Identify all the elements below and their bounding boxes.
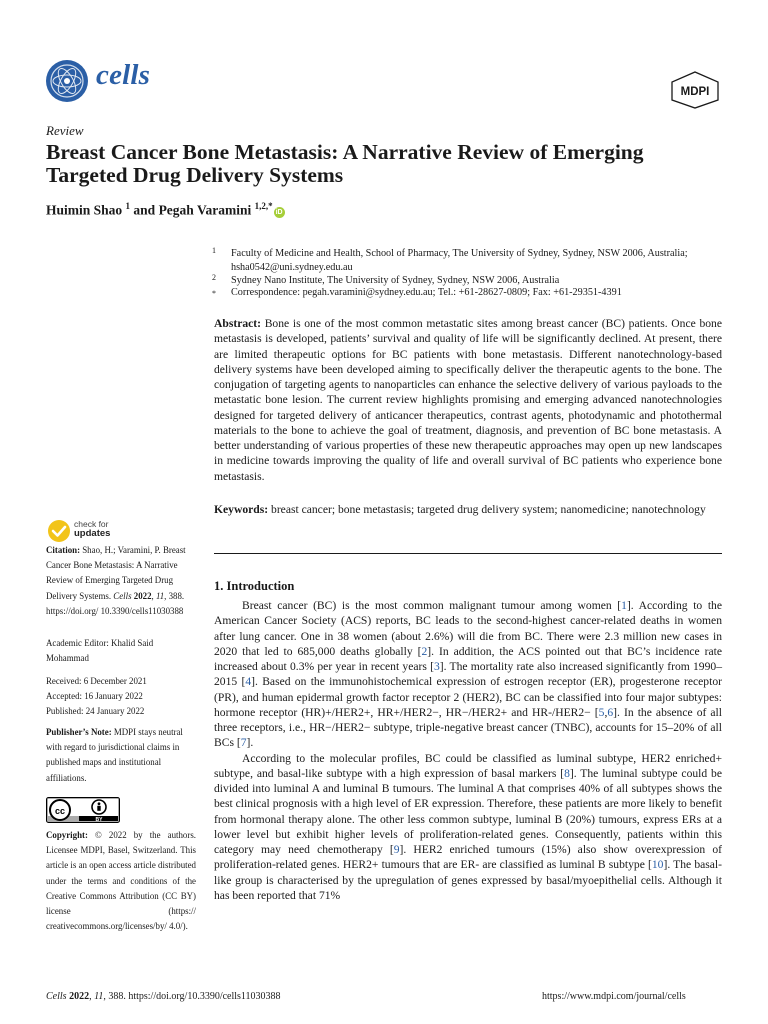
check-updates-line1: check for <box>74 519 109 529</box>
abstract-label: Abstract: <box>214 317 262 330</box>
publisher-note <box>46 725 196 786</box>
affiliation-mark: 1 <box>212 246 216 255</box>
keywords-label: Keywords: <box>214 503 269 516</box>
correspondence-mark: * <box>212 289 216 298</box>
citation-text: Shao, H.; Varamini, P. Breast Cancer Bone Metastasis: A Narrative Review of Emerging Targeted Drug Delivery Systems. <box>46 545 186 601</box>
citation-label: Citation: <box>46 545 81 555</box>
author-list <box>46 201 285 219</box>
citation-link[interactable]: 3 <box>433 660 440 673</box>
footer-year: 2022 <box>69 991 90 1002</box>
copyright-notice <box>46 828 196 934</box>
introduction-body <box>214 598 722 903</box>
citation-link[interactable]: 7 <box>240 736 247 750</box>
citation-volume: 11 <box>155 590 165 601</box>
citation-block: Citation: Shao, H.; Varamini, P. Breast Cancer Bone Metastasis: A Narrative Review of Emerging Targeted Drug Delivery Systems. Cells 2022, 11, 388. https://doi.org/ 10.3390/cells11030388 <box>46 545 186 616</box>
citation-link[interactable]: 1 <box>621 599 627 612</box>
cc-by-text: BY <box>95 817 103 823</box>
author-affiliation-mark: 1,2,* <box>254 201 273 211</box>
abstract-text: Bone is one of the most common metastatic sites among breast cancer (BC) patients. Once bone metastasis is developed, patients’ survival and quality of life will be significantly declined. At present, there are limited therapeutic options for BC patients with bone metastasis. Different nanotechnology-based delivery systems have been developed aiming to specifically deliver the therapeutic agents to the bone. The conjugation of targeting agents to nanoparticles can enhance the selective delivery of various payloads to the metastatic bone lesion. The current review highlights promising and emerging advanced nanotechnologies designed for targeted delivery of anticancer therapeutics, contrast agents, photodynamic and photothermal materials to the bone to achieve the goal of treatment, diagnosis, and prevention of BC bone metastasis. A better understanding of various properties of these new therapeutic approaches may open up new landscapes in medicine towards improving the quality of life and overall survival of BC patients who experience bone metastasis. <box>214 317 722 483</box>
author-name[interactable]: Pegah Varamini <box>158 202 252 218</box>
affiliation-text: Sydney Nano Institute, The University of Sydney, Sydney, NSW 2006, Australia <box>231 275 560 286</box>
svg-text:cc: cc <box>54 806 66 816</box>
citation-doi[interactable]: , 388. https://doi.org/ 10.3390/cells11030388 <box>46 590 185 616</box>
citation-link[interactable]: 8 <box>564 766 570 780</box>
published-date: Published: 24 January 2022 <box>46 706 145 716</box>
abstract <box>214 316 722 484</box>
citation-link[interactable]: 9 <box>393 843 400 856</box>
citation-journal: Cells <box>113 590 132 601</box>
check-updates-icon <box>46 518 72 544</box>
article-title: Breast Cancer Bone Metastasis: A Narrative Review of Emerging Targeted Drug Delivery Systems <box>46 140 644 187</box>
copyright-text: © 2022 by the authors. Licensee MDPI, Basel, Switzerland. This article is an open access article distributed under the terms and conditions of the Creative Commons Attribution (CC BY) license (https:// creativecommons.org/licenses/by/ 4.0/). <box>46 830 196 932</box>
accepted-date: Accepted: 16 January 2022 <box>46 691 143 701</box>
check-for-updates-badge[interactable] <box>46 518 166 544</box>
citation-link[interactable]: 6 <box>607 705 614 719</box>
author-conjunction: and <box>133 202 156 218</box>
article-type: Review <box>46 123 84 138</box>
publisher-note-label: Publisher’s Note: <box>46 727 112 737</box>
citation-year: 2022 <box>133 590 152 601</box>
affiliation-text: Faculty of Medicine and Health, School of Pharmacy, The University of Sydney, Sydney, NSW 2006, Australia; <box>231 248 688 259</box>
mdpi-logo-icon[interactable] <box>668 70 722 110</box>
affiliation-mark: 2 <box>212 273 216 282</box>
footer-journal: Cells <box>46 991 67 1002</box>
footer-citation: Cells 2022, 11, 388. https://doi.org/10.3390/cells11030388 <box>46 991 281 1002</box>
publisher-note-text: MDPI stays neutral with regard to jurisdictional claims in published maps and institutional affiliations. <box>46 727 183 783</box>
citation-link[interactable]: 2 <box>421 644 428 658</box>
section-heading: 1. Introduction <box>214 579 295 593</box>
author-name[interactable]: Huimin Shao <box>46 202 123 218</box>
mdpi-logo-text: MDPI <box>680 86 710 98</box>
paragraph: According to the molecular profiles, BC could be classified as luminal subtype, HER2 enriched+ subtype, and basal-like subtype with a high expression of basal markers [8]. The luminal subtype could be divided into luminal A and luminal B tumours. The luminal A that comprises 40% of all subtypes shows the best clinical prognosis with a high level of ER expression. Therefore, these patients are more likely to benefit from hormonal therapy alone. The other less common subtype, luminal B (20%) tumours, express ERs at a lower level but exhibit higher levels of proliferation-related genes. Consequently, patients within this category may need chemotherapy [9]. HER2 enriched tumours (15%) also show overexpression of proliferation-related genes. HER2+ tumours that are ER- are classified as luminal B subtype [10]. The basal-like group is characterised by the upregulation of genes expressed by basal/myoepithelial cells. Although it has been reported that 71% <box>214 751 723 902</box>
keywords-text: breast cancer; bone metastasis; targeted drug delivery system; nanomedicine; nanotechnology <box>271 503 706 516</box>
orcid-icon[interactable]: iD <box>275 208 283 216</box>
paragraph: Breast cancer (BC) is the most common malignant tumour among women [1]. According to the American Cancer Society (ACS) reports, BC leads to the second-highest cancer-related deaths in women after lung cancer. One in 38 women (about 2.6%) will die from BC. There were 2.3 million new cases in 2020 that led to 685,000 deaths globally [2]. In addition, the ACS pointed out that BC’s incidence rate increased about 0.3% per year in recent years [3]. The mortality rate also increased significantly from 1990–2015 [4]. Based on the immunohistochemical expression of estrogen receptor (ER), progesterone receptor (PR), and human epidermal growth factor receptor 2 (HER2), BC can be classified into four major subtypes: hormone receptor (HR)+/HER2+, HR+/HER2−, HR−/HER2+ and HR-/HER2− [5,6]. In the absence of all three receptors, i.e., HR−/HER2− subtype, triple-negative breast cancer (TNBC), accounts for 15–20% of all BCs [7]. <box>214 599 723 750</box>
footer-doi[interactable]: , 388. https://doi.org/10.3390/cells11030388 <box>103 991 281 1002</box>
academic-editor: Academic Editor: Khalid Said Mohammad <box>46 638 154 664</box>
cells-logo-icon <box>44 58 90 104</box>
cc-by-license-icon[interactable] <box>46 797 120 823</box>
journal-name[interactable]: cells <box>96 59 151 91</box>
footer-journal-url[interactable]: https://www.mdpi.com/journal/cells <box>542 991 686 1002</box>
keywords <box>214 502 722 517</box>
section-divider <box>214 553 722 554</box>
copyright-label: Copyright: <box>46 830 88 840</box>
check-updates-line2: updates <box>74 528 111 539</box>
citation-link[interactable]: 5 <box>598 705 605 719</box>
citation-link[interactable]: 10 <box>651 858 664 872</box>
received-date: Received: 6 December 2021 <box>46 676 147 686</box>
citation-link[interactable]: 4 <box>245 675 252 689</box>
affiliation-email[interactable]: hsha0542@uni.sydney.edu.au <box>231 262 353 273</box>
footer-volume: 11 <box>94 991 104 1002</box>
correspondence-text: Correspondence: pegah.varamini@sydney.edu.au; Tel.: +61-28627-0809; Fax: +61-29351-4391 <box>231 287 622 298</box>
author-affiliation-mark: 1 <box>125 201 131 211</box>
